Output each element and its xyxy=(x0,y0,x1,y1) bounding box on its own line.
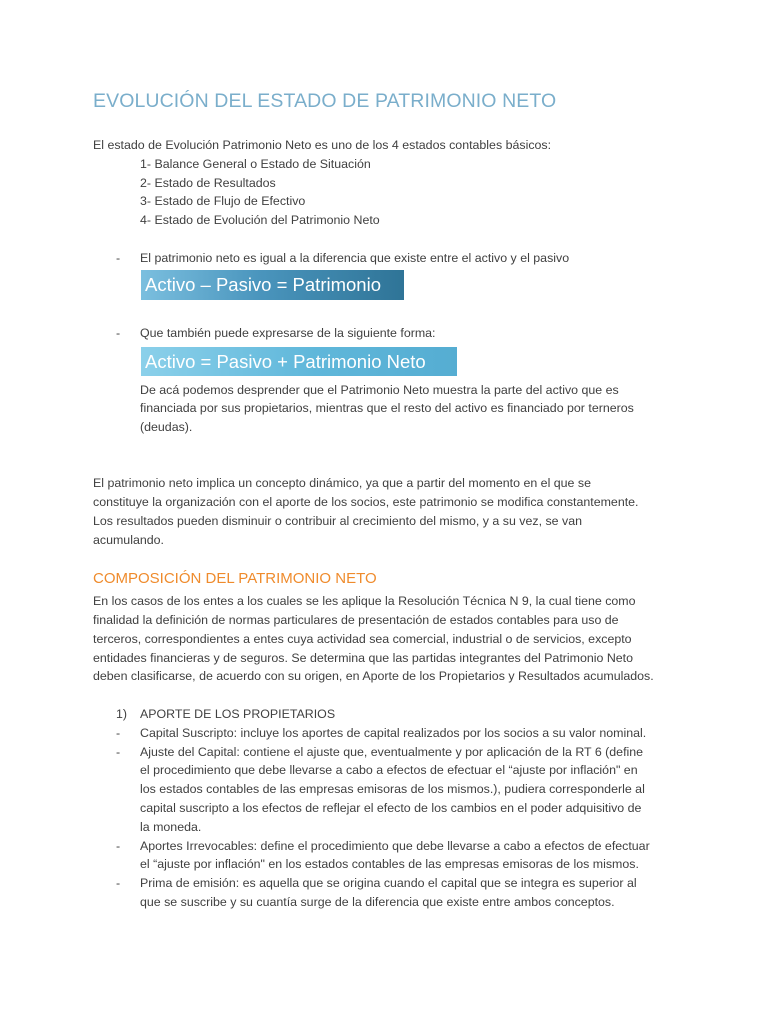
explanation-line: De acá podemos desprender que el Patrimonio Neto muestra la parte del activo que es xyxy=(140,383,619,397)
item-line: el procedimiento que debe llevarse a cabo a efectos de efectuar el “ajuste por inflación" en xyxy=(140,763,638,777)
list-number: 1) xyxy=(116,707,128,721)
dynamic-paragraph-line: Los resultados pueden disminuir o contribuir al crecimiento del mismo, y a su vez, se van xyxy=(93,514,582,528)
item-line: capital suscripto a los efectos de reflejar el efecto de los cambios en el poder adquisitivo de xyxy=(140,801,642,815)
equation-banner-1: Activo – Pasivo = Patrimonio xyxy=(141,270,404,300)
composition-paragraph-line: finalidad la definición de normas particulares de presentación de estados contables para uso de xyxy=(93,613,619,627)
item-line: Capital Suscripto: incluye los aportes de capital realizados por los socios a su valor nominal. xyxy=(140,726,647,740)
bullet-dash: - xyxy=(116,726,121,740)
dynamic-paragraph-line: acumulando. xyxy=(93,533,164,547)
bullet-dash: - xyxy=(116,876,121,890)
bullet-dash: - xyxy=(116,326,121,340)
estado-item: 1- Balance General o Estado de Situación xyxy=(140,157,371,171)
equation-banner-2: Activo = Pasivo + Patrimonio Neto xyxy=(141,347,457,376)
item-line: los estados contables de las empresas emisoras de los mismos.), pudiera corresponderle al xyxy=(140,782,645,796)
composition-paragraph-line: En los casos de los entes a los cuales se les aplique la Resolución Técnica N 9, la cual tiene como xyxy=(93,594,636,608)
list-heading: APORTE DE LOS PROPIETARIOS xyxy=(140,707,336,721)
intro-text: El estado de Evolución Patrimonio Neto es uno de los 4 estados contables básicos: xyxy=(93,138,552,152)
page-title: EVOLUCIÓN DEL ESTADO DE PATRIMONIO NETO xyxy=(93,90,557,112)
bullet-dash: - xyxy=(116,745,121,759)
dynamic-paragraph-line: constituye la organización con el aporte de los socios, este patrimonio se modifica constantemente. xyxy=(93,495,639,509)
estado-item: 3- Estado de Flujo de Efectivo xyxy=(140,194,306,208)
composition-paragraph-line: deben clasificarse, de acuerdo con su origen, en Aporte de los Propietarios y Resultados acumulados. xyxy=(93,669,654,683)
item-line: Ajuste del Capital: contiene el ajuste que, eventualmente y por aplicación de la RT 6 (define xyxy=(140,745,644,759)
composition-paragraph-line: entidades financieras y de seguros. Se determina que las partidas integrantes del Patrimonio Neto xyxy=(93,651,633,665)
estado-item: 4- Estado de Evolución del Patrimonio Neto xyxy=(140,213,380,227)
item-line: la moneda. xyxy=(140,820,202,834)
item-line: Prima de emisión: es aquella que se origina cuando el capital que se integra es superior al xyxy=(140,876,637,890)
bullet-dash: - xyxy=(116,251,121,265)
explanation-line: (deudas). xyxy=(140,420,193,434)
item-line: Aportes Irrevocables: define el procedimiento que debe llevarse a cabo a efectos de efectuar xyxy=(140,839,650,853)
item-line: el “ajuste por inflación" en los estados contables de las empresas emisoras de los mismos. xyxy=(140,857,639,871)
dynamic-paragraph-line: El patrimonio neto implica un concepto dinámico, ya que a partir del momento en el que se xyxy=(93,476,591,490)
item-line: que se suscribe y su cuantía surge de la diferencia que existe entre ambos conceptos. xyxy=(140,895,615,909)
composition-paragraph-line: terceros, correspondientes a entes cuya actividad sea comercial, industrial o de servicios, excepto xyxy=(93,632,632,646)
bullet-text: El patrimonio neto es igual a la diferencia que existe entre el activo y el pasivo xyxy=(140,251,570,265)
bullet-dash: - xyxy=(116,839,121,853)
bullet-text: Que también puede expresarse de la siguiente forma: xyxy=(140,326,436,340)
explanation-line: financiada por sus propietarios, mientras que el resto del activo es financiado por terneros xyxy=(140,401,634,415)
section-subtitle: COMPOSICIÓN DEL PATRIMONIO NETO xyxy=(93,570,377,587)
estado-item: 2- Estado de Resultados xyxy=(140,176,276,190)
